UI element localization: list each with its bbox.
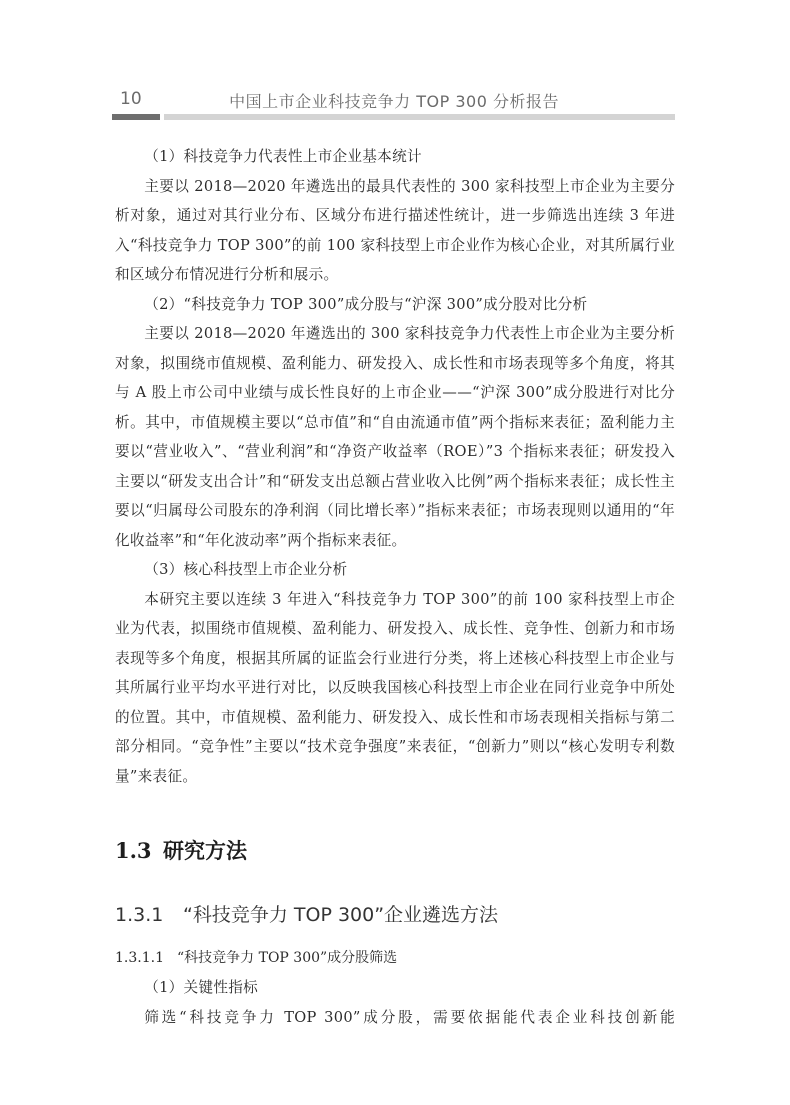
- header-rule: [164, 114, 675, 120]
- paragraph-core-enterprises: 本研究主要以连续 3 年进入“科技竞争力 TOP 300”的前 100 家科技型上市企业为代表，拟围绕市值规模、盈利能力、研发投入、成长性、竞争性、创新力和市场表现等多个角度，根据其所属的证监会行业进行分类，将上述核心科技型上市企业与其所属行业平均水平进行对比，以反映我国核心科技型上市企业在同行业竞争中所处的位置。其中，市值规模、盈利能力、研发投入、成长性和市场表现相关指标与第二部分相同。“竞争性”主要以“技术竞争强度”来表征，“创新力”则以“核心发明专利数量”来表征。: [115, 590, 675, 785]
- section-heading-1-3: [115, 831, 675, 871]
- section-number: 1.3.1: [115, 904, 164, 926]
- page-number: 10: [120, 89, 142, 109]
- page-header: [112, 84, 675, 124]
- subheading-basic-statistics: （1）科技竞争力代表性上市企业基本统计: [144, 148, 422, 165]
- section-title: 研究方法: [163, 839, 247, 863]
- paragraph-basic-statistics: 主要以 2018—2020 年遴选出的最具代表性的 300 家科技型上市企业为主要分析对象，通过对其行业分布、区域分布进行描述性统计，进一步筛选出连续 3 年进入“科技竞争力 TOP 300”的前 100 家科技型上市企业作为核心企业，对其所属行业和区域分布情况进行分析和展示。: [115, 177, 675, 283]
- header-rule-accent: [112, 114, 160, 120]
- section-title: “科技竞争力 TOP 300”成分股筛选: [177, 950, 398, 966]
- running-title: 中国上市企业科技竞争力 TOP 300 分析报告: [229, 92, 559, 111]
- subheading-comparison: （2）“科技竞争力 TOP 300”成分股与“沪深 300”成分股对比分析: [144, 295, 588, 313]
- page-body: [115, 142, 675, 1032]
- section-heading-1-3-1-1: [115, 943, 675, 973]
- section-number: 1.3.1.1: [115, 950, 164, 966]
- paragraph-comparison: 主要以 2018—2020 年遴选出的 300 家科技竞争力代表性上市企业为主要分析对象，拟围绕市值规模、盈利能力、研发投入、成长性和市场表现等多个角度，将其与 A 股上市公司中业绩与成长性良好的上市企业——“沪深 300”成分股进行对比分析。其中，市值规模主要以“总市值”和“自由流通市值”两个指标来表征；盈利能力主要以“营业收入”、“营业利润”和“净资产收益率（ROE）”3 个指标来表征；研发投入主要以“研发支出合计”和“研发支出总额占营业收入比例”两个指标来表征；成长性主要以“归属母公司股东的净利润（同比增长率）”指标来表征；市场表现则以通用的“年化收益率”和“年化波动率”两个指标来表征。: [115, 325, 675, 549]
- subheading-key-indicators: （1）关键性指标: [144, 979, 259, 996]
- paragraph-key-indicators: 筛选“科技竞争力 TOP 300”成分股，需要依据能代表企业科技创新能: [144, 1008, 675, 1026]
- subheading-core-enterprises: （3）核心科技型上市企业分析: [144, 561, 348, 578]
- section-number: 1.3: [115, 838, 152, 863]
- section-title: “科技竞争力 TOP 300”企业遴选方法: [183, 904, 499, 926]
- section-heading-1-3-1: [115, 897, 675, 933]
